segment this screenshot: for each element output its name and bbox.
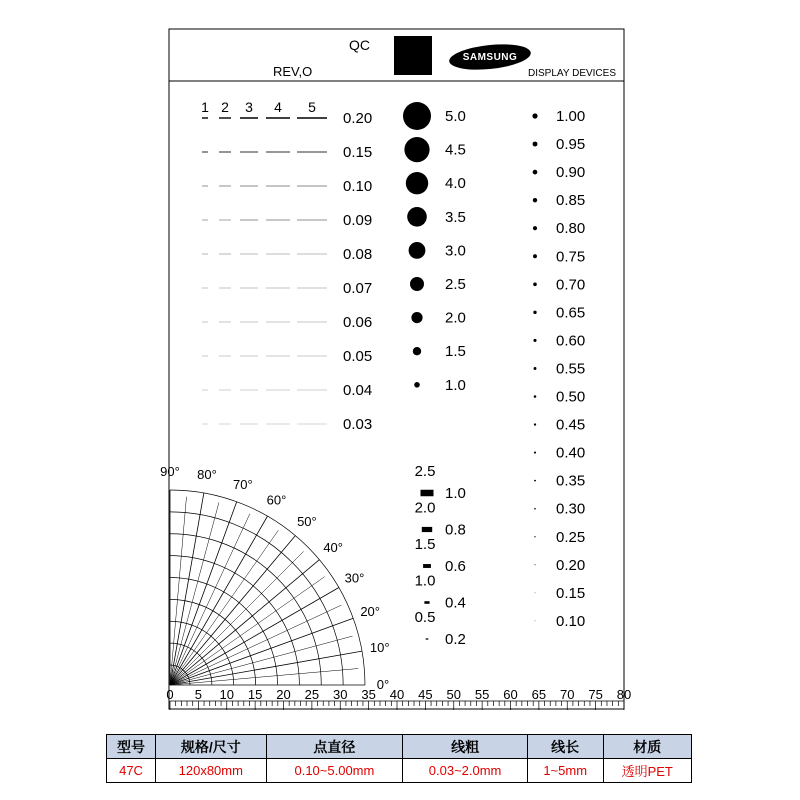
ruler-label: 50 xyxy=(446,687,461,702)
spec-header-size: 规格/尺寸 xyxy=(156,735,266,759)
spec-value-model: 47C xyxy=(107,759,156,783)
large-dot-label: 1.0 xyxy=(445,376,466,394)
spec-header-line-width: 线粗 xyxy=(403,735,528,759)
small-dot-gauge xyxy=(532,108,585,630)
ruler-label: 55 xyxy=(474,687,490,702)
ruler-label: 5 xyxy=(194,687,202,702)
samsung-logo-text: SAMSUNG xyxy=(462,52,518,63)
dash-length-label: 1.0 xyxy=(414,572,436,590)
small-dot xyxy=(533,142,538,147)
ruler-label: 25 xyxy=(304,687,320,702)
line-column-label: 5 xyxy=(308,99,316,115)
line-width-label: 0.10 xyxy=(343,178,373,195)
protractor-angle-label: 50° xyxy=(297,513,317,529)
line-column-label: 1 xyxy=(201,99,209,115)
protractor-ray xyxy=(170,502,219,685)
large-dot xyxy=(406,172,428,194)
line-column-label: 2 xyxy=(221,99,229,115)
line-gauge xyxy=(201,99,372,433)
ruler-label: 30 xyxy=(333,687,348,702)
small-dot xyxy=(534,480,536,482)
small-dot-label: 1.00 xyxy=(556,108,586,125)
protractor-angle-label: 80° xyxy=(197,467,217,483)
spec-header-line-length: 线长 xyxy=(527,735,603,759)
small-dot-label: 0.35 xyxy=(556,472,586,490)
large-dot-label: 5.0 xyxy=(445,108,466,125)
ruler-label: 20 xyxy=(276,687,291,702)
ruler-label: 45 xyxy=(418,687,433,702)
dash-mark xyxy=(421,490,434,497)
protractor-angle-label: 20° xyxy=(360,604,380,620)
small-dot xyxy=(534,508,536,510)
spec-header-row xyxy=(107,735,692,759)
line-width-label: 0.20 xyxy=(343,110,373,127)
small-dot xyxy=(533,311,536,314)
large-dot xyxy=(414,382,420,388)
dash-length-label: 0.5 xyxy=(414,609,436,626)
small-dot-label: 0.15 xyxy=(556,584,586,602)
small-dot xyxy=(534,395,537,398)
line-width-label: 0.06 xyxy=(343,314,373,331)
small-dot xyxy=(534,564,535,565)
ruler-label: 80 xyxy=(616,687,632,702)
large-dot xyxy=(409,242,426,259)
large-dot xyxy=(404,137,429,162)
spec-value-line-width: 0.03~2.0mm xyxy=(403,759,528,783)
large-dot-label: 4.0 xyxy=(445,175,466,193)
brand-subtitle: DISPLAY DEVICES xyxy=(528,68,616,79)
protractor-ray xyxy=(170,636,353,685)
line-column-label: 4 xyxy=(274,99,282,115)
large-dot-label: 2.0 xyxy=(445,309,466,327)
dash-length-label: 2.5 xyxy=(414,463,436,480)
small-dot-label: 0.95 xyxy=(556,136,586,154)
ruler-label: 35 xyxy=(361,687,376,702)
ruler-label: 10 xyxy=(219,687,234,702)
line-width-label: 0.15 xyxy=(343,144,373,161)
dash-length-label: 1.5 xyxy=(414,536,436,553)
ruler-label: 65 xyxy=(531,687,547,702)
small-dot-label: 0.60 xyxy=(556,332,586,350)
large-dot-label: 3.0 xyxy=(445,242,466,260)
small-dot-label: 0.20 xyxy=(556,556,586,574)
small-dot-label: 0.30 xyxy=(556,500,586,518)
ruler xyxy=(166,687,631,710)
ruler-label: 70 xyxy=(560,687,575,702)
large-dot-label: 4.5 xyxy=(445,141,466,159)
small-dot-label: 0.65 xyxy=(556,304,586,322)
samsung-logo xyxy=(448,41,532,73)
protractor-angle-label: 10° xyxy=(369,640,390,656)
small-dot-label: 0.25 xyxy=(556,528,586,546)
large-dot-gauge xyxy=(403,102,466,394)
qc-black-square xyxy=(394,36,432,75)
protractor-angle-label: 0° xyxy=(376,677,390,692)
spec-value-dot-diameter: 0.10~5.00mm xyxy=(266,759,403,783)
large-dot-label: 2.5 xyxy=(445,276,466,293)
small-dot-label: 0.70 xyxy=(556,276,586,294)
spec-header-material: 材质 xyxy=(603,735,692,759)
dash-mark xyxy=(426,638,429,639)
protractor xyxy=(160,464,389,692)
large-dot xyxy=(413,347,421,355)
line-width-label: 0.03 xyxy=(343,416,373,433)
protractor-ray xyxy=(170,497,186,685)
small-dot xyxy=(533,170,538,175)
small-dot xyxy=(535,621,536,622)
small-dot xyxy=(535,592,536,593)
small-dot-label: 0.75 xyxy=(556,248,586,266)
spec-value-line-length: 1~5mm xyxy=(527,759,603,783)
spec-value-size: 120x80mm xyxy=(156,759,266,783)
small-dot-label: 0.85 xyxy=(556,192,586,210)
small-dot xyxy=(533,254,537,258)
small-dot xyxy=(534,423,536,425)
dash-width-label: 1.0 xyxy=(445,485,466,502)
small-dot xyxy=(533,339,536,342)
protractor-angle-label: 40° xyxy=(323,540,344,556)
spec-header-dot-diameter: 点直径 xyxy=(266,735,403,759)
small-dot xyxy=(534,536,535,537)
large-dot xyxy=(410,277,424,291)
ruler-label: 0 xyxy=(166,687,174,702)
line-width-label: 0.08 xyxy=(343,246,373,263)
small-dot-label: 0.10 xyxy=(556,612,586,630)
protractor-angle-label: 30° xyxy=(344,570,365,586)
line-width-label: 0.07 xyxy=(343,280,373,297)
rev-label: REV,O xyxy=(273,64,313,79)
small-dot-label: 0.45 xyxy=(556,416,586,434)
large-dot xyxy=(407,207,427,227)
large-dot-label: 1.5 xyxy=(445,343,466,361)
dash-width-label: 0.4 xyxy=(445,594,466,612)
dash-mark xyxy=(422,527,432,532)
spec-table xyxy=(106,734,692,783)
ruler-label: 15 xyxy=(247,687,263,702)
small-dot xyxy=(533,198,537,202)
spec-value-row xyxy=(107,759,692,783)
small-dot xyxy=(534,367,537,370)
line-width-label: 0.04 xyxy=(343,382,373,399)
qc-label: QC xyxy=(349,37,370,53)
protractor-angle-label: 60° xyxy=(266,492,287,508)
small-dot-label: 0.40 xyxy=(556,444,586,462)
small-dot-label: 0.55 xyxy=(556,360,586,378)
small-dot xyxy=(533,226,537,230)
dash-width-label: 0.6 xyxy=(445,558,466,575)
large-dot xyxy=(411,312,422,323)
line-column-label: 3 xyxy=(245,99,253,115)
dash-mark xyxy=(423,564,431,568)
ruler-label: 60 xyxy=(503,687,518,702)
small-dot-label: 0.80 xyxy=(556,220,586,238)
large-dot xyxy=(403,102,431,130)
line-width-label: 0.09 xyxy=(343,212,373,229)
small-dot xyxy=(534,452,536,454)
dash-gauge xyxy=(415,463,466,648)
ruler-label: 40 xyxy=(389,687,405,702)
protractor-angle-label: 90° xyxy=(160,464,180,479)
dash-mark xyxy=(424,601,429,604)
protractor-angle-label: 70° xyxy=(233,476,253,492)
ruler-label: 75 xyxy=(588,687,603,702)
small-dot xyxy=(533,282,537,286)
dash-width-label: 0.8 xyxy=(445,521,466,539)
spec-header-model: 型号 xyxy=(107,735,156,759)
spec-value-material: 透明PET xyxy=(603,759,692,783)
dash-width-label: 0.2 xyxy=(445,631,466,648)
protractor-ray xyxy=(170,669,358,685)
small-dot-label: 0.50 xyxy=(556,388,586,406)
small-dot xyxy=(532,113,537,118)
line-width-label: 0.05 xyxy=(343,348,373,365)
dash-length-label: 2.0 xyxy=(414,499,436,517)
large-dot-label: 3.5 xyxy=(445,208,466,226)
small-dot-label: 0.90 xyxy=(556,164,586,182)
